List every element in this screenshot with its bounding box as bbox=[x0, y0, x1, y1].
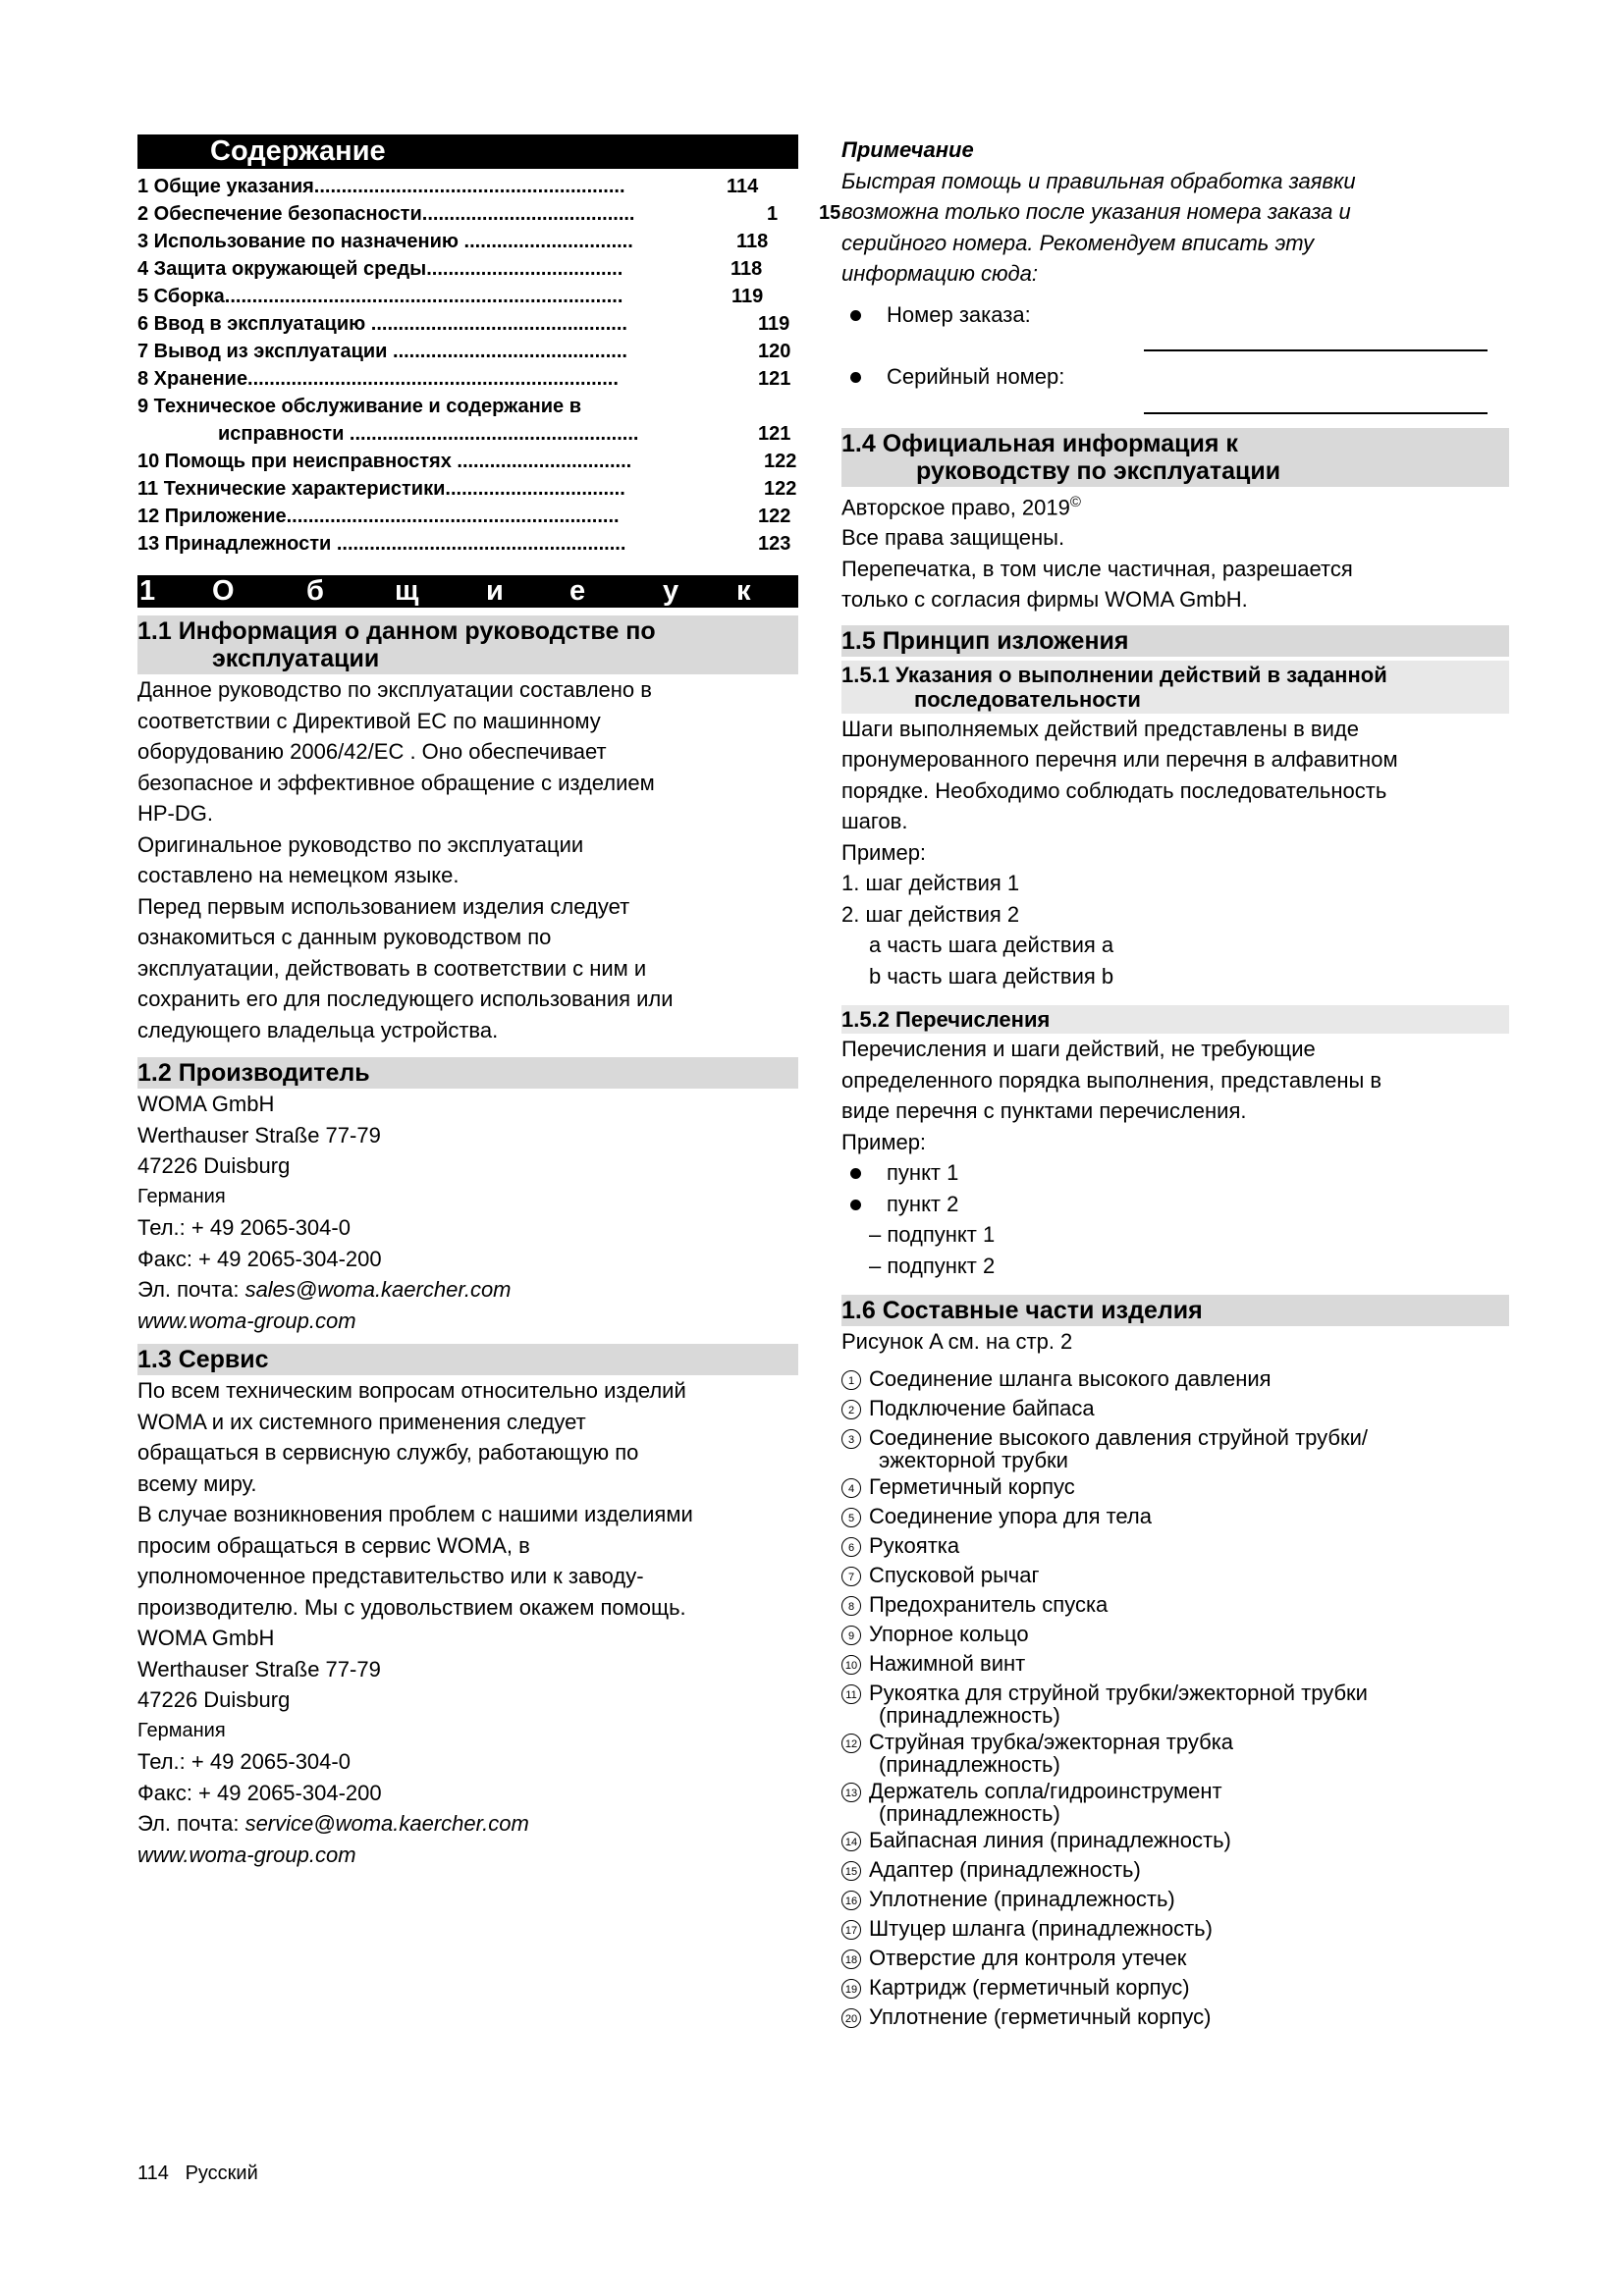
section-1-5-heading: 1.5 Принцип изложения bbox=[841, 625, 1509, 657]
chapter-heading: 1 О б щ и е у к bbox=[137, 575, 798, 608]
reprint-text: только с согласия фирмы WOMA GmbH. bbox=[841, 587, 1248, 613]
part-item: 11 Рукоятка для струйной трубки/эжекторной трубки (принадлежность) bbox=[841, 1680, 1509, 1727]
language-label: Русский bbox=[185, 2163, 258, 2184]
part-item: 14 Байпасная линия (принадлежность) bbox=[841, 1827, 1509, 1854]
service-section-body: По всем техническим вопросам относительно изделий WOMA и их системного применения следует обращаться в сервисную службу, работающую по всему миру. В случае возникновения проблем с нашими изделиями просим обращаться в сервис WOMA, в уполномоченное представительство или к заводу- производителю. Мы с удовольствием окажем помощь. WOMA GmbH Werthauser Straße 77-79 47226 Duisburg Германия Тел.: + 49 2065-304-0 Факс: + 49 2065-304-200 Эл. почта: service@woma.kaercher.com www.woma-group.com bbox=[137, 1375, 798, 1870]
note-title: Примечание bbox=[841, 137, 974, 162]
service-web-link[interactable]: www.woma-group.com bbox=[137, 1842, 356, 1867]
page-footer bbox=[137, 2163, 258, 2185]
section-1-3-heading: 1.3 Сервис bbox=[137, 1344, 798, 1375]
table-of-contents bbox=[137, 173, 798, 558]
part-item: 20 Уплотнение (герметичный корпус) bbox=[841, 2003, 1509, 2031]
part-item: 4 Герметичный корпус bbox=[841, 1473, 1509, 1501]
serial-number-field[interactable] bbox=[1144, 393, 1488, 414]
part-item: 3 Соединение высокого давления струйной трубки/ эжекторной трубки bbox=[841, 1424, 1509, 1471]
toc-item[interactable]: 13 Принадлежности ..................................................... 123 bbox=[137, 533, 791, 555]
manufacturer-email-link[interactable]: sales@woma.kaercher.com bbox=[244, 1277, 512, 1302]
section-1-1-body: Данное руководство по эксплуатации составлено в соответствии с Директивой ЕС по машинному оборудованию 2006/42/EC . Оно обеспечивает безопасное и эффективное обращение с изделием HP-DG. Оригинальное руководство по эксплуатации составлено на немецком языке. Перед первым использованием изделия следует ознакомиться с данным руководством по эксплуатации, действовать в соответствии с ним и сохранить его для последующего использования или следующего владельца устройства. bbox=[137, 677, 674, 1042]
toc-item[interactable]: 2 Обеспечение безопасности....................................... 1 bbox=[137, 203, 779, 225]
serial-number-label: Серийный номер: bbox=[841, 361, 1509, 393]
part-item: 12 Струйная трубка/эжекторная трубка (принадлежность) bbox=[841, 1729, 1509, 1776]
toc-item[interactable]: 9 Техническое обслуживание и содержание в исправности ..................................................... 121 bbox=[137, 396, 791, 445]
section-1-4-heading: 1.4 Официальная информация к руководству по эксплуатации bbox=[841, 428, 1509, 487]
margin-number: 15 bbox=[819, 202, 841, 224]
part-item: 2 Подключение байпаса bbox=[841, 1395, 1509, 1422]
part-item: 5 Соединение упора для тела bbox=[841, 1503, 1509, 1530]
part-item: 8 Предохранитель спуска bbox=[841, 1591, 1509, 1619]
step-item: 2. шаг действия 2 bbox=[841, 901, 1020, 927]
section-1-6-heading: 1.6 Составные части изделия bbox=[841, 1295, 1509, 1326]
toc-item[interactable]: 7 Вывод из эксплуатации ........................................... 120 bbox=[137, 341, 791, 362]
part-item: 19 Картридж (герметичный корпус) bbox=[841, 1974, 1509, 2002]
sub-point: – подпункт 1 bbox=[869, 1222, 996, 1248]
toc-item[interactable]: 4 Защита окружающей среды.................................... 118 bbox=[137, 258, 763, 280]
toc-item[interactable]: 5 Сборка......................................................................... 119 bbox=[137, 286, 764, 307]
step-item: 1. шаг действия 1 bbox=[841, 871, 1020, 896]
part-item: 18 Отверстие для контроля утечек bbox=[841, 1945, 1509, 1972]
page-number: 114 bbox=[137, 2163, 169, 2184]
order-number-label: Номер заказа: bbox=[841, 299, 1509, 331]
toc-item[interactable]: 12 Приложение............................................................. 122 bbox=[137, 506, 791, 527]
part-item: 7 Спусковой рычаг bbox=[841, 1562, 1509, 1589]
toc-item[interactable]: 1 Общие указания......................................................... 114 bbox=[137, 176, 759, 197]
sub-point: – подпункт 2 bbox=[869, 1253, 996, 1278]
service-email-link[interactable]: service@woma.kaercher.com bbox=[244, 1811, 529, 1836]
section-1-5-1-body: Шаги выполняемых действий представлены в виде пронумерованного перечня или перечня в алфавитном порядке. Необходимо соблюдать последовательность шагов. Пример: 1. шаг действия 1 2. шаг действия 2 a часть шага действия a b часть шага действия b bbox=[841, 714, 1509, 992]
copyright-sign: © bbox=[1069, 493, 1081, 510]
toc-item[interactable]: 3 Использование по назначению ............................... 118 bbox=[137, 231, 769, 252]
section-1-5-2-heading: 1.5.2 Перечисления bbox=[841, 1005, 1509, 1034]
note-body: Быстрая помощь и правильная обработка заявки возможна только после указания номера заказа и серийного номера. Рекомендуем вписать эту информацию сюда: bbox=[841, 168, 1356, 286]
rights-text: Все права защищены. bbox=[841, 525, 1065, 551]
reprint-text: Перепечатка, в том числе частичная, разрешается bbox=[841, 556, 1353, 581]
toc-item[interactable]: 8 Хранение.................................................................... 121 bbox=[137, 368, 791, 390]
toc-title: Содержание bbox=[137, 134, 798, 169]
bullet-point: пункт 2 bbox=[841, 1189, 1509, 1220]
section-1-5-1-heading: 1.5.1 Указания о выполнении действий в заданной последовательности bbox=[841, 661, 1509, 714]
bullet-point: пункт 1 bbox=[841, 1157, 1509, 1189]
parts-list bbox=[841, 1365, 1509, 2031]
toc-item[interactable]: 6 Ввод в эксплуатацию ............................................... 119 bbox=[137, 313, 790, 335]
right-column bbox=[841, 134, 1509, 2033]
toc-item[interactable]: 11 Технические характеристики................................. 122 bbox=[137, 478, 797, 500]
part-item: 13 Держатель сопла/гидроинструмент (принадлежность) bbox=[841, 1778, 1509, 1825]
order-number-field[interactable] bbox=[1144, 330, 1488, 351]
part-item: 9 Упорное кольцо bbox=[841, 1621, 1509, 1648]
manufacturer-web-link[interactable]: www.woma-group.com bbox=[137, 1308, 356, 1333]
toc-item[interactable]: 10 Помощь при неисправностях ................................ 122 bbox=[137, 451, 797, 472]
part-item: 6 Рукоятка bbox=[841, 1532, 1509, 1560]
part-item: 16 Уплотнение (принадлежность) bbox=[841, 1886, 1509, 1913]
part-item: 1 Соединение шланга высокого давления bbox=[841, 1365, 1509, 1393]
section-1-2-heading: 1.2 Производитель bbox=[137, 1057, 798, 1089]
left-column bbox=[137, 134, 798, 1870]
manufacturer-address: WOMA GmbH Werthauser Straße 77-79 47226 Duisburg Германия Тел.: + 49 2065-304-0 Факс: + 49 2065-304-200 Эл. почта: sales@woma.kaercher.com www.woma-group.com bbox=[137, 1089, 798, 1336]
figure-reference: Рисунок A см. на стр. 2 bbox=[841, 1329, 1073, 1355]
part-item: 15 Адаптер (принадлежность) bbox=[841, 1856, 1509, 1884]
section-1-5-2-body: Перечисления и шаги действий, не требующие определенного порядка выполнения, представлены в виде перечня с пунктами перечисления. Пример: пункт 1 пункт 2 – подпункт 1 – подпункт 2 bbox=[841, 1034, 1509, 1281]
part-item: 10 Нажимной винт bbox=[841, 1650, 1509, 1678]
substep-item: b часть шага действия b bbox=[869, 963, 1114, 988]
section-1-1-heading: 1.1 Информация о данном руководстве по эксплуатации bbox=[137, 615, 798, 674]
part-item: 17 Штуцер шланга (принадлежность) bbox=[841, 1915, 1509, 1943]
copyright-text: Авторское право, 2019 bbox=[841, 494, 1070, 519]
substep-item: a часть шага действия a bbox=[869, 933, 1114, 958]
